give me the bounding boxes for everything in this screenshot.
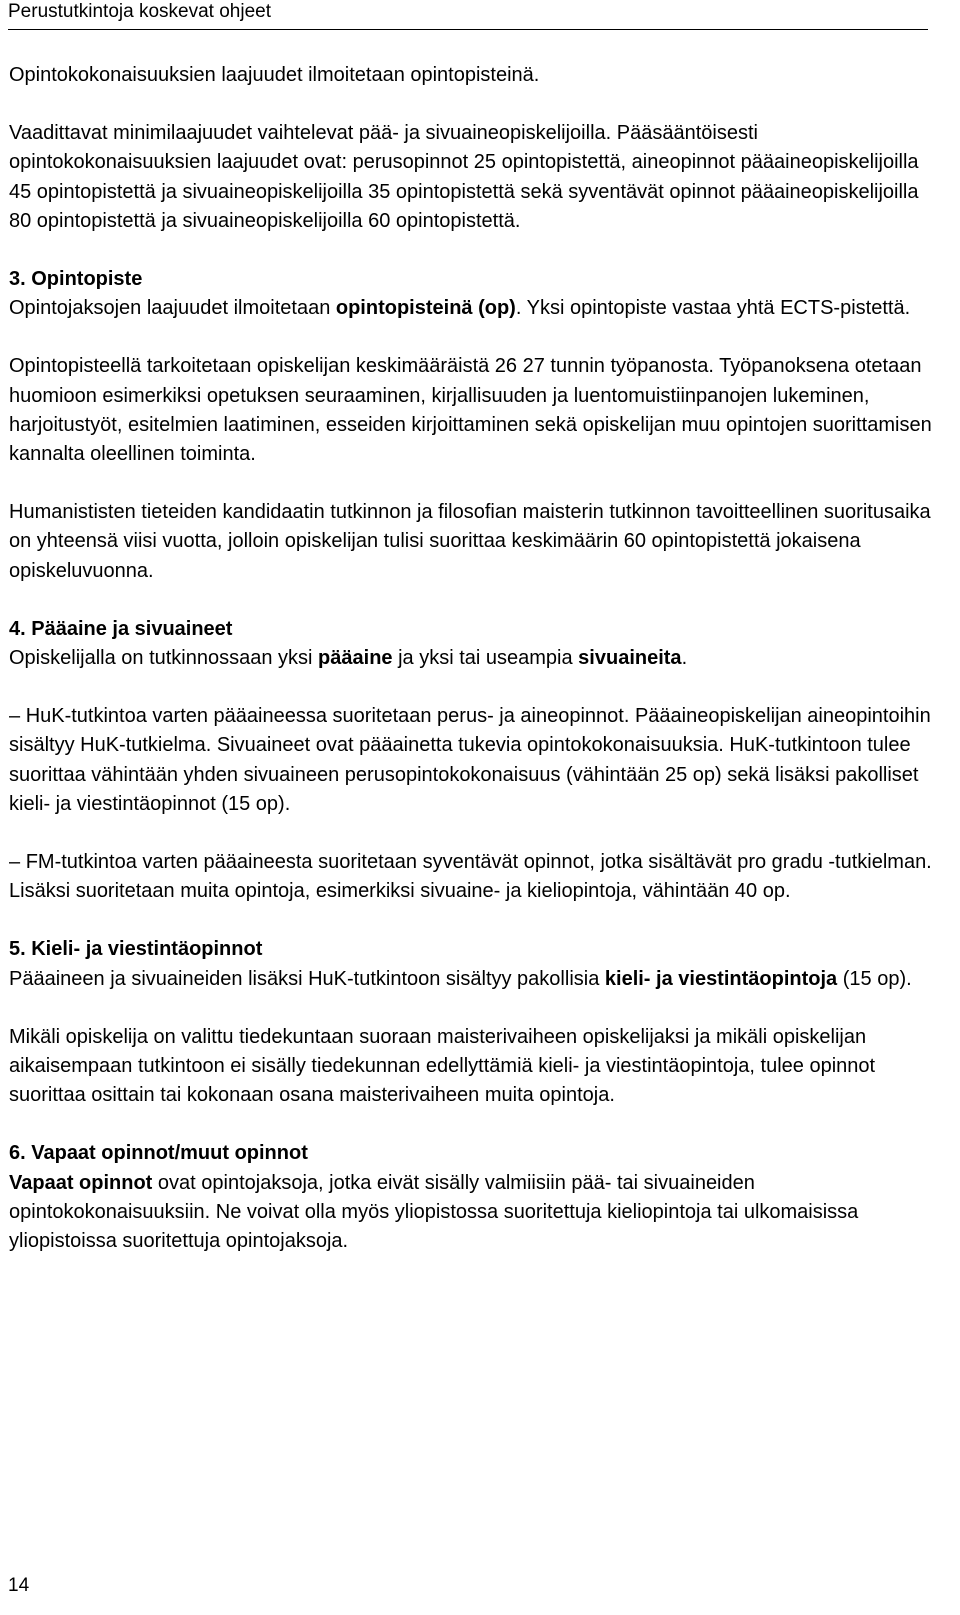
section-4-fm-paragraph: – FM-tutkintoa varten pääaineesta suoritetaan syventävät opinnot, jotka sisältävät pro gradu -tutkielman. Lisäksi suoritetaan muita opintoja, esimerkiksi sivuaine- ja kieliopintoja, vähintään 40 op. xyxy=(9,851,932,903)
section-6-heading: 6. Vapaat opinnot/muut opinnot xyxy=(9,1142,308,1165)
section-5-heading: 5. Kieli- ja viestintäopinnot xyxy=(9,938,263,961)
dash-marker: – xyxy=(9,851,26,874)
section-6-intro: Vapaat opinnot ovat opintojaksoja, jotka eivät sisälly valmiisiin pää- tai sivuaineiden opintokokonaisuuksiin. Ne voivat olla myös yliopistossa suoritettuja kieliopintoja tai ulkomaisissa yliopistoissa suoritettuja opintojaksoja. xyxy=(9,1171,859,1253)
paragraph-credit-units: Opintokokonaisuuksien laajuudet ilmoitetaan opintopisteinä. xyxy=(9,64,540,86)
section-3-heading: 3. Opintopiste xyxy=(9,268,143,291)
section-3-intro: Opintojaksojen laajuudet ilmoitetaan opintopisteinä (op). Yksi opintopiste vastaa yhtä ECTS-pistettä. xyxy=(9,297,911,320)
header-rule xyxy=(8,29,928,30)
section-5-master-paragraph: Mikäli opiskelija on valittu tiedekuntaan suoraan maisterivaiheen opiskelijaksi ja mikäli opiskelijan aikaisempaan tutkintoon ei sisälly tiedekunnan edellyttämiä kieli- ja viestintäopintoja, tulee opinnot suorittaa osittain tai kokonaan osana maisterivaiheen muita opintoja. xyxy=(9,1025,876,1107)
running-header: Perustutkintoja koskevat ohjeet xyxy=(8,1,271,22)
document-body xyxy=(9,61,944,1256)
section-4-heading: 4. Pääaine ja sivuaineet xyxy=(9,617,233,640)
section-4-huk-paragraph: – HuK-tutkintoa varten pääaineessa suoritetaan perus- ja aineopinnot. Pääaineopiskelijan aineopintoihin sisältyy HuK-tutkielma. Sivuaineet ovat pääainetta tukevia opintokokonaisuuksia. HuK-tutkintoon tulee suorittaa vähintään yhden sivuaineen perusopintokokonaisuus (vähintään 25 op) sekä lisäksi pakolliset kieli- ja viestintäopinnot (15 op). xyxy=(9,705,931,815)
section-5-intro: Pääaineen ja sivuaineiden lisäksi HuK-tutkintoon sisältyy pakollisia kieli- ja viestintäopintoja (15 op). xyxy=(9,967,912,990)
section-4-intro: Opiskelijalla on tutkinnossaan yksi pääaine ja yksi tai useampia sivuaineita. xyxy=(9,647,688,670)
section-3-duration-paragraph: Humanististen tieteiden kandidaatin tutkinnon ja filosofian maisterin tutkinnon tavoitteellinen suoritusaika on yhteensä viisi vuotta, jolloin opiskelijan tulisi suorittaa keskimäärin 60 opintopistettä jokaisena opiskeluvuonna. xyxy=(9,501,931,582)
dash-marker: – xyxy=(9,705,26,728)
page-number: 14 xyxy=(8,1575,30,1596)
paragraph-minimum-scopes: Vaadittavat minimilaajuudet vaihtelevat pää- ja sivuaineopiskelijoilla. Pääsääntöisesti opintokokonaisuuksien laajuudet ovat: perusopinnot 25 opintopistettä, aineopinnot pääaineopiskelijoilla 45 opintopistettä ja sivuaineopiskelijoilla 35 opintopistettä sekä syventävät opinnot pääaineopiskelijoilla 80 opintopistettä ja sivuaineopiskelijoilla 60 opintopistettä. xyxy=(9,122,919,232)
section-3-workload-paragraph: Opintopisteellä tarkoitetaan opiskelijan keskimääräistä 26 27 tunnin työpanosta. Työpanoksena otetaan huomioon esimerkiksi opetuksen seuraaminen, kirjallisuuden ja luentomuistiinpanojen lukeminen, harjoitustyöt, esitelmien laatiminen, esseiden kirjoittaminen sekä opiskelijan muu opintojen suorittamisen kannalta oleellinen toiminta. xyxy=(9,355,932,466)
